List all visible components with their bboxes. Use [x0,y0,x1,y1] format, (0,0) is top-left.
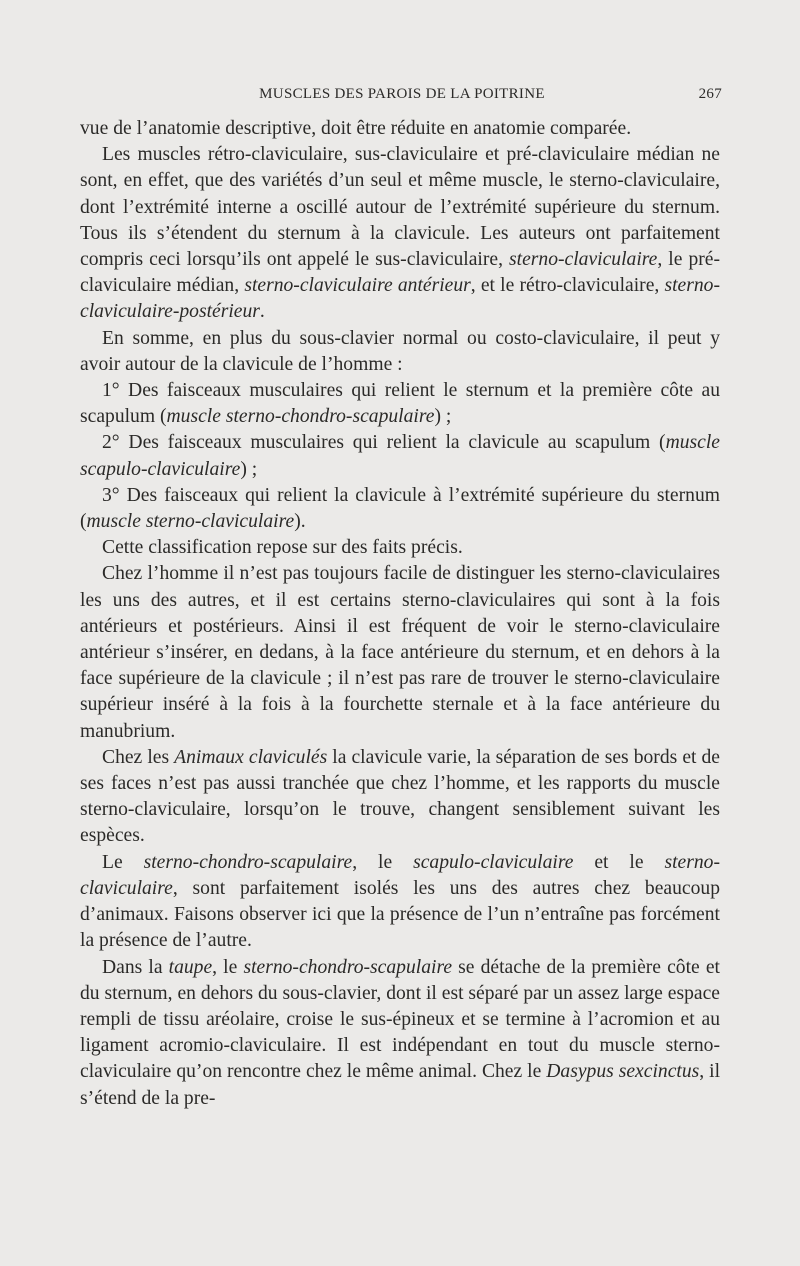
italic-text: muscle scapulo-claviculaire [80,432,720,480]
text-run: . [259,301,265,323]
paragraph [80,535,720,561]
text-run: En somme, en plus du sous-clavier normal ou costo-claviculaire, il peut y avoir autour de la clavicule de l’homme : [80,327,720,375]
text-run: et le [573,851,665,873]
text-run: Chez les [102,746,175,768]
text-run: Chez l’homme il n’est pas toujours facile de distinguer les sterno-claviculaires les uns des autres, et il est certains sterno-claviculaires qui sont à la fois antérieurs et postérieurs. Ainsi il est fréquent de voir le sterno-claviculaire antérieur s’insérer, en dedans, à la face antérieure du sternum, et en dehors à la face supérieure de la clavicule ; il n’est pas rare de trouver le sterno-claviculaire supérieur inséré à la fois à la fourchette sternale et à la face antérieure du manubrium. [80,563,720,742]
italic-text: muscle sterno-claviculaire [86,511,295,533]
text-run: 2° Des faisceaux musculaires qui relient la clavicule au scapulum ( [102,432,666,454]
text-run: Cette classification repose sur des faits précis. [102,537,463,559]
text-run: , et le rétro-claviculaire, [470,275,665,297]
italic-text: Dasypus sexcinctus [546,1061,700,1083]
italic-text: sterno-claviculaire [80,851,720,899]
text-run: , le [212,956,244,978]
italic-text: sterno-claviculaire [509,249,658,271]
paragraph [80,955,720,1112]
italic-text: taupe [168,956,213,978]
text-run: , le [352,851,414,873]
text-run: 1° Des faisceaux musculaires qui relient le sternum et la première côte au scapulum ( [80,380,720,428]
text-run: vue de l’anatomie descriptive, doit être réduite en anatomie comparée. [80,118,632,139]
paragraph [80,561,720,744]
italic-text: sterno-chondro-scapulaire [143,851,353,873]
paragraph-continued [80,116,720,142]
paragraph [80,326,720,378]
list-item [80,483,720,535]
paragraph [80,850,720,955]
page-number: 267 [698,86,722,102]
text-run: , le pré-claviculaire médian, [80,249,720,297]
italic-text: muscle sterno-chondro-scapulaire [166,406,435,428]
italic-text: sterno-claviculaire antérieur [244,275,471,297]
text-run: , il s’étend de la pre- [80,1061,721,1109]
italic-text: scapulo-claviculaire [413,851,574,873]
text-run: se détache de la première côte et du sternum, en dehors du sous-clavier, dont il est séparé par un assez large espace rempli de tissu aréolaire, croise le sus-épineux et se termine à l’acromion et au ligament acromio-claviculaire. Il est indépendant en tout du muscle sterno-claviculaire qu’on rencontre chez le même animal. Chez le [80,956,720,1083]
italic-text: sterno-chondro-scapulaire [243,956,453,978]
text-run: Le [102,851,144,873]
paragraph [80,745,720,850]
text-run: 3° Des faisceaux qui relient la clavicule à l’extrémité supérieure du sternum ( [80,484,720,533]
list-item [80,430,720,482]
text-run: Dans la [102,956,169,978]
running-head [82,86,722,110]
text-run: , sont parfaitement isolés les uns des autres chez beaucoup d’animaux. Faisons observer ici que la présence de l’un n’entraîne pas forcément la présence de l’autre. [80,877,720,952]
running-title: MUSCLES DES PAROIS DE LA POITRINE [259,86,545,102]
text-run: la clavicule varie, la séparation de ses bords et de ses faces n’est pas aussi tranchée que chez l’homme, et les rapports du muscle sterno-claviculaire, lorsqu’on le trouve, changent sensiblement suivant les espèces. [80,746,721,847]
italic-text: Animaux claviculés [174,746,328,768]
italic-text: sterno-claviculaire-postérieur [80,275,720,323]
list-item [80,378,720,430]
text-run: Les muscles rétro-claviculaire, sus-claviculaire et pré-claviculaire médian ne sont, en effet, que des variétés d’un seul et même muscle, le sterno-claviculaire, dont l’extrémité interne a oscillé autour de l’extrémité supérieure du sternum. Tous ils s’étendent du sternum à la clavicule. Les auteurs ont parfaitement compris ceci lorsqu’ils ont appelé le sus-claviculaire, [80,144,720,271]
text-run: ) ; [434,406,452,428]
body-text [80,116,720,1112]
text-run: ). [294,511,306,533]
paragraph [80,142,720,325]
text-run: ) ; [240,458,258,480]
